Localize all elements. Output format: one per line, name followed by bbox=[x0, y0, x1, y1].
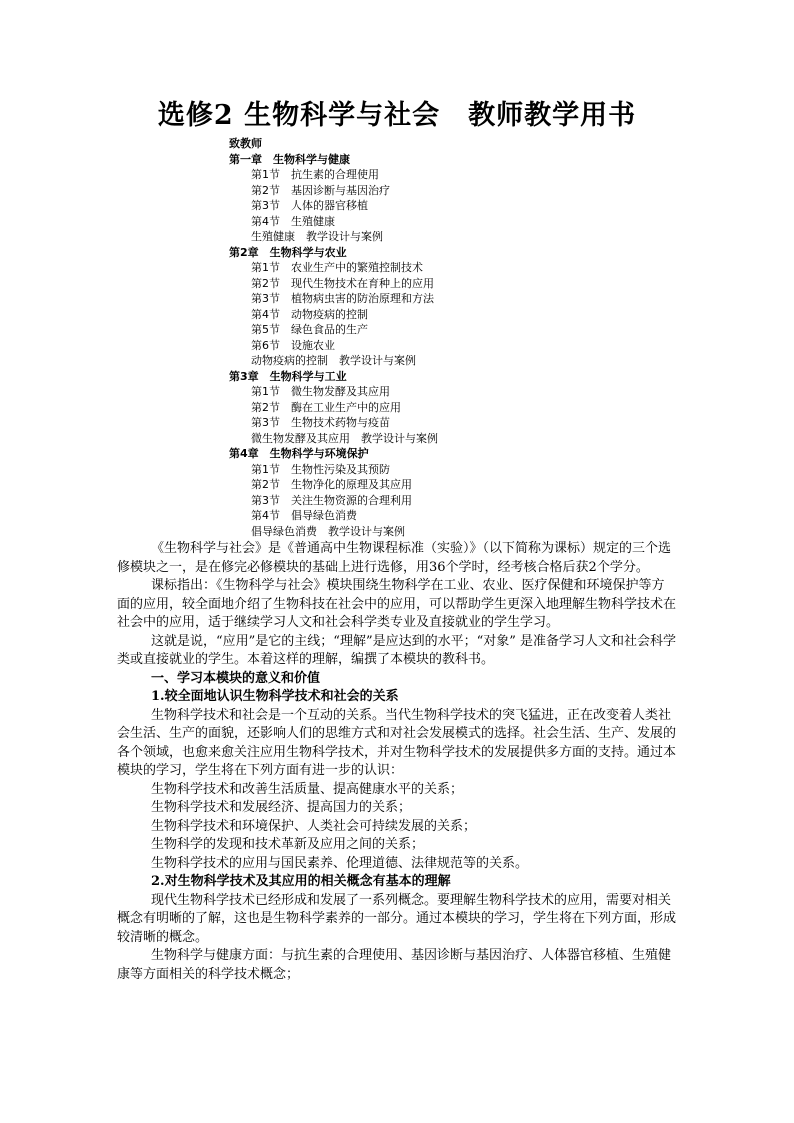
paragraph: 生物科学技术和社会是一个互动的关系。当代生物科学技术的突飞猛进，正在改变着人类社会生活、生产的面貌，还影响人们的思维方式和对社会发展模式的选择。社会生活、生产、发展的各个领域，也愈来愈关注应用生物科学技术，并对生物科学技术的发展提供多方面的支持。通过本模块的学习，学生将在下列方面有进一步的认识： bbox=[117, 707, 677, 778]
toc-section: 第6节 设施农业 bbox=[251, 338, 335, 352]
list-item: 生物科学技术和改善生活质量、提高健康水平的关系； bbox=[151, 781, 464, 797]
toc-case: 倡导绿色消费 教学设计与案例 bbox=[251, 524, 405, 538]
list-item: 生物科学的发现和技术革新及应用之间的关系； bbox=[151, 837, 425, 852]
toc-section: 第1节 微生物发酵及其应用 bbox=[251, 385, 390, 398]
toc-section: 第5节 绿色食品的生产 bbox=[251, 323, 368, 336]
toc-section: 第2节 现代生物技术在育种上的应用 bbox=[251, 276, 434, 290]
table-of-contents bbox=[229, 136, 689, 539]
toc-section: 第4节 倡导绿色消费 bbox=[251, 509, 357, 522]
list-item: 生物科学技术的应用与国民素养、伦理道德、法律规范等的关系。 bbox=[151, 855, 529, 871]
toc-chapter-heading: 第4章 生物科学与环境保护 bbox=[229, 447, 369, 460]
list-item: 生物科学技术和环境保护、人类社会可持续发展的关系； bbox=[151, 818, 477, 834]
toc-section: 第2节 酶在工业生产中的应用 bbox=[251, 400, 401, 414]
toc-section: 第2节 生物净化的原理及其应用 bbox=[251, 478, 412, 491]
toc-section: 第2节 基因诊断与基因治疗 bbox=[251, 183, 390, 197]
paragraph: 《生物科学与社会》是《普通高中生物课程标准（实验）》（以下简称为课标）规定的三个选修模块之一，是在修完必修模块的基础上进行选修，用36个学时，经考核合格后获2个学分。 bbox=[117, 541, 672, 575]
toc-preface: 致教师 bbox=[229, 137, 262, 150]
toc-section: 第3节 生物技术药物与疫苗 bbox=[251, 416, 390, 429]
toc-section: 第3节 关注生物资源的合理利用 bbox=[251, 493, 412, 507]
paragraph: 课标指出：《生物科学与社会》模块围绕生物科学在工业、农业、医疗保健和环境保护等方面的应用，较全面地介绍了生物科技在社会中的应用，可以帮助学生更深入地理解生物科学技术在社会中的应用，适于继续学习人文和社会科学类专业及直接就业的学生学习。 bbox=[117, 578, 677, 630]
subsection-heading: 1.较全面地认识生物科学技术和社会的关系 bbox=[151, 689, 399, 704]
subsection-heading: 2.对生物科学技术及其应用的相关概念有基本的理解 bbox=[151, 874, 451, 889]
toc-section: 第3节 植物病虫害的防治原理和方法 bbox=[251, 292, 434, 305]
toc-chapter-heading: 第2章 生物科学与农业 bbox=[229, 245, 347, 259]
toc-section: 第1节 农业生产中的繁殖控制技术 bbox=[251, 261, 423, 274]
paragraph: 这就是说，“应用”是它的主线；“理解”是应达到的水平；“对象” 是准备学习人文和社会科学类或直接就业的学生。本着这样的理解，编撰了本模块的教科书。 bbox=[117, 633, 677, 667]
toc-section: 第3节 人体的器官移植 bbox=[251, 199, 368, 212]
toc-section: 第1节 抗生素的合理使用 bbox=[251, 168, 379, 181]
toc-section: 第1节 生物性污染及其预防 bbox=[251, 462, 390, 476]
toc-chapter-heading: 第3章 生物科学与工业 bbox=[229, 369, 347, 383]
toc-case: 微生物发酵及其应用 教学设计与案例 bbox=[251, 431, 438, 445]
toc-chapter-heading: 第一章 生物科学与健康 bbox=[229, 152, 350, 166]
toc-case: 生殖健康 教学设计与案例 bbox=[251, 230, 383, 243]
paragraph: 现代生物科学技术已经形成和发展了一系列概念。要理解生物科学技术的应用，需要对相关概念有明晰的了解，这也是生物科学素养的一部分。通过本模块的学习，学生将在下列方面，形成较清晰的概念。 bbox=[117, 892, 677, 945]
paragraph: 生物科学与健康方面：与抗生素的合理使用、基因诊断与基因治疗、人体器官移植、生殖健康等方面相关的科学技术概念； bbox=[117, 948, 672, 982]
toc-section: 第4节 动物疫病的控制 bbox=[251, 307, 368, 321]
list-item: 生物科学技术和发展经济、提高国力的关系； bbox=[151, 800, 412, 815]
page-title: 选修2 生物科学与社会 教师教学用书 bbox=[157, 100, 637, 131]
section-heading: 一、学习本模块的意义和价值 bbox=[151, 670, 321, 686]
toc-section: 第4节 生殖健康 bbox=[251, 214, 335, 228]
body-text bbox=[117, 540, 677, 984]
toc-case: 动物疫病的控制 教学设计与案例 bbox=[251, 354, 416, 367]
